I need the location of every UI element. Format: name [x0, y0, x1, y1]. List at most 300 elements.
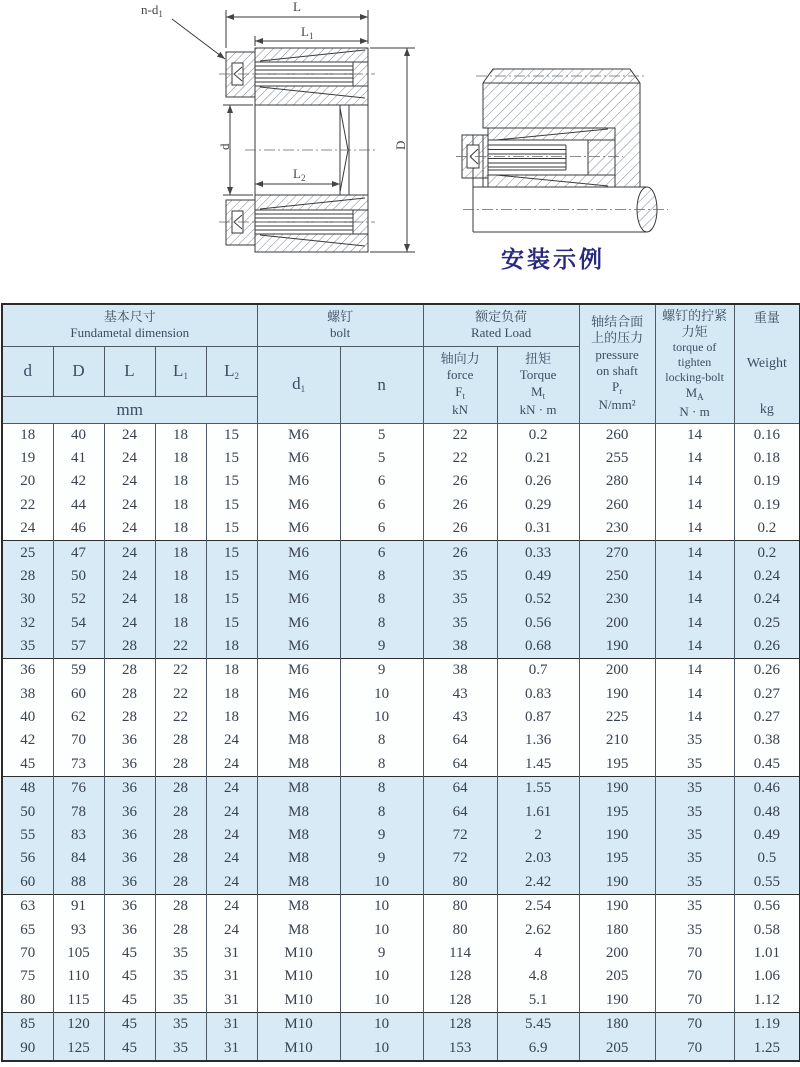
row-group	[2, 423, 800, 541]
cell: 70	[655, 942, 734, 965]
cell: 85	[2, 1012, 53, 1036]
cell: 0.19	[734, 494, 800, 517]
table-row	[2, 706, 800, 729]
cell: 205	[579, 965, 655, 988]
cell: 22	[155, 706, 206, 729]
cell: M6	[257, 659, 340, 683]
cell: 84	[53, 847, 104, 870]
cell: 15	[206, 470, 257, 493]
cell: 2.42	[497, 870, 579, 894]
cell: 0.55	[734, 870, 800, 894]
cell: 45	[104, 988, 155, 1012]
cell: 46	[53, 517, 104, 541]
cell: 0.52	[497, 588, 579, 611]
dim-label-d: d	[217, 143, 232, 150]
cell: 90	[2, 1036, 53, 1061]
cell: 0.24	[734, 565, 800, 588]
cell: 0.58	[734, 918, 800, 941]
cell: 72	[423, 847, 497, 870]
cell: 28	[155, 918, 206, 941]
table-row	[2, 777, 800, 801]
cell: 83	[53, 824, 104, 847]
cell: 18	[206, 635, 257, 659]
cell: 190	[579, 683, 655, 706]
cell: 36	[104, 847, 155, 870]
table-row	[2, 894, 800, 918]
table-row	[2, 942, 800, 965]
cell: 38	[2, 683, 53, 706]
cell: 10	[340, 965, 423, 988]
cell: 6	[340, 541, 423, 565]
cell: 35	[423, 565, 497, 588]
cell: 195	[579, 801, 655, 824]
cell: M6	[257, 447, 340, 470]
cell: 280	[579, 470, 655, 493]
cell: 0.27	[734, 706, 800, 729]
cell: 78	[53, 801, 104, 824]
cell: 28	[2, 565, 53, 588]
cell: 24	[206, 870, 257, 894]
cell: 15	[206, 447, 257, 470]
cell: 8	[340, 729, 423, 752]
cell: 20	[2, 470, 53, 493]
cell: 36	[104, 918, 155, 941]
section-view-drawing	[135, 0, 455, 285]
cell: 10	[340, 988, 423, 1012]
cell: 0.46	[734, 777, 800, 801]
cell: 270	[579, 541, 655, 565]
cell: 120	[53, 1012, 104, 1036]
cell: 35	[423, 588, 497, 611]
cell: 190	[579, 870, 655, 894]
cell: M8	[257, 918, 340, 941]
cell: 1.12	[734, 988, 800, 1012]
cell: 2	[497, 824, 579, 847]
cell: 4.8	[497, 965, 579, 988]
cell: 30	[2, 588, 53, 611]
cell: 14	[655, 611, 734, 634]
cell: 36	[104, 753, 155, 777]
cell: 8	[340, 777, 423, 801]
cell: 31	[206, 1012, 257, 1036]
cell: 10	[340, 918, 423, 941]
header-rated-load	[423, 304, 579, 346]
cell: 26	[423, 517, 497, 541]
cell: 62	[53, 706, 104, 729]
dim-label-n-d1: $n-d_1$	[141, 2, 163, 19]
table-row	[2, 683, 800, 706]
cell: 42	[53, 470, 104, 493]
cell: 43	[423, 706, 497, 729]
cell: 35	[155, 1012, 206, 1036]
col-torque: 扭矩 Torque $M_t$ kN · m	[497, 346, 579, 423]
cell: 0.87	[497, 706, 579, 729]
cell: 22	[155, 635, 206, 659]
cell: 35	[423, 611, 497, 634]
cell: 24	[206, 918, 257, 941]
cell: 35	[655, 894, 734, 918]
table-row	[2, 611, 800, 634]
cell: 45	[104, 1012, 155, 1036]
cell: 6	[340, 494, 423, 517]
cell: 43	[423, 683, 497, 706]
cell: 52	[53, 588, 104, 611]
cell: 128	[423, 988, 497, 1012]
cell: 0.29	[497, 494, 579, 517]
cell: 26	[423, 494, 497, 517]
row-group	[2, 541, 800, 659]
cell: 88	[53, 870, 104, 894]
cell: M10	[257, 965, 340, 988]
cell: 15	[206, 611, 257, 634]
cell: 14	[655, 706, 734, 729]
cell: 260	[579, 494, 655, 517]
cell: 14	[655, 635, 734, 659]
cell: 18	[155, 565, 206, 588]
cell: 1.06	[734, 965, 800, 988]
cell: 70	[655, 988, 734, 1012]
cell: 5	[340, 423, 423, 447]
table-row	[2, 423, 800, 447]
cell: 50	[2, 801, 53, 824]
row-group	[2, 777, 800, 895]
cell: 18	[155, 423, 206, 447]
cell: 28	[155, 847, 206, 870]
cell: 64	[423, 729, 497, 752]
cell: 8	[340, 753, 423, 777]
cell: 9	[340, 635, 423, 659]
cell: 24	[104, 470, 155, 493]
cell: 28	[155, 894, 206, 918]
cell: 70	[2, 942, 53, 965]
cell: 35	[155, 942, 206, 965]
cell: 35	[2, 635, 53, 659]
table-row	[2, 541, 800, 565]
cell: 24	[104, 588, 155, 611]
cell: 28	[104, 635, 155, 659]
cell: M8	[257, 870, 340, 894]
cell: 24	[206, 824, 257, 847]
cell: 128	[423, 1012, 497, 1036]
cell: 8	[340, 565, 423, 588]
table-row	[2, 494, 800, 517]
spec-table-wrap	[1, 303, 800, 1062]
cell: 41	[53, 447, 104, 470]
header-rated-cn: 额定负荷	[475, 309, 528, 324]
cell: 128	[423, 965, 497, 988]
cell: 45	[104, 1036, 155, 1061]
cell: 14	[655, 565, 734, 588]
cell: 205	[579, 1036, 655, 1061]
cell: 28	[104, 706, 155, 729]
cell: 70	[655, 1036, 734, 1061]
cell: 1.45	[497, 753, 579, 777]
cell: 6.9	[497, 1036, 579, 1061]
cell: 9	[340, 847, 423, 870]
cell: 8	[340, 611, 423, 634]
cell: 24	[206, 894, 257, 918]
row-group	[2, 894, 800, 1012]
table-row	[2, 729, 800, 752]
cell: 0.5	[734, 847, 800, 870]
cell: 200	[579, 659, 655, 683]
cell: 26	[423, 541, 497, 565]
cell: 0.26	[734, 659, 800, 683]
cell: 56	[2, 847, 53, 870]
cell: 32	[2, 611, 53, 634]
col-L: L	[104, 346, 155, 396]
cell: 28	[155, 777, 206, 801]
header-tighten-torque: 螺钉的拧紧 力矩 torque of tighten locking-bolt $M_A$ N · m	[655, 304, 734, 423]
cell: 60	[2, 870, 53, 894]
cell: 0.33	[497, 541, 579, 565]
cell: 6	[340, 517, 423, 541]
cell: M8	[257, 801, 340, 824]
cell: 42	[2, 729, 53, 752]
cell: 105	[53, 942, 104, 965]
cell: 24	[206, 847, 257, 870]
cell: 63	[2, 894, 53, 918]
drawing-area	[0, 0, 800, 300]
cell: 0.31	[497, 517, 579, 541]
cell: 14	[655, 423, 734, 447]
col-d1: $d_1$	[257, 346, 340, 423]
cell: 35	[655, 801, 734, 824]
header-weight: 重量 Weight kg	[734, 304, 800, 423]
cell: 9	[340, 824, 423, 847]
cell: 35	[155, 965, 206, 988]
cell: 60	[53, 683, 104, 706]
cell: 190	[579, 635, 655, 659]
cell: 24	[206, 753, 257, 777]
cell: 80	[423, 918, 497, 941]
cell: 0.26	[497, 470, 579, 493]
cell: 0.83	[497, 683, 579, 706]
cell: 28	[155, 801, 206, 824]
cell: 70	[655, 1012, 734, 1036]
cell: 15	[206, 565, 257, 588]
dim-label-L: L	[293, 0, 301, 14]
cell: 0.21	[497, 447, 579, 470]
cell: 10	[340, 870, 423, 894]
cell: 40	[53, 423, 104, 447]
cell: 18	[206, 706, 257, 729]
cell: 6	[340, 470, 423, 493]
cell: 190	[579, 894, 655, 918]
cell: M6	[257, 565, 340, 588]
header-bolt-cn: 螺钉	[327, 309, 354, 324]
spec-table	[1, 303, 800, 1062]
table-row	[2, 1036, 800, 1061]
cell: 15	[206, 588, 257, 611]
cell: 1.25	[734, 1036, 800, 1061]
header-bolt	[257, 304, 423, 346]
cell: 19	[2, 447, 53, 470]
cell: 10	[340, 1012, 423, 1036]
cell: 0.68	[497, 635, 579, 659]
table-row	[2, 918, 800, 941]
cell: 2.03	[497, 847, 579, 870]
cell: 8	[340, 801, 423, 824]
col-L2: $L_2$	[206, 346, 257, 396]
cell: 35	[655, 918, 734, 941]
cell: 80	[2, 988, 53, 1012]
cell: 22	[155, 659, 206, 683]
cell: 55	[2, 824, 53, 847]
cell: 47	[53, 541, 104, 565]
header-pressure: 轴结合面 上的压力 pressure on shaft $P_r$ N/mm²	[579, 304, 655, 423]
cell: 22	[423, 423, 497, 447]
installation-drawing	[448, 36, 800, 246]
cell: 5.1	[497, 988, 579, 1012]
cell: 35	[655, 753, 734, 777]
cell: 28	[104, 659, 155, 683]
cell: 18	[155, 494, 206, 517]
cell: 18	[155, 611, 206, 634]
cell: 0.19	[734, 470, 800, 493]
cell: 26	[423, 470, 497, 493]
cell: 24	[104, 517, 155, 541]
cell: 73	[53, 753, 104, 777]
cell: 14	[655, 683, 734, 706]
cell: 225	[579, 706, 655, 729]
cell: 0.27	[734, 683, 800, 706]
cell: M6	[257, 611, 340, 634]
cell: 36	[2, 659, 53, 683]
header-bolt-en: bolt	[329, 325, 351, 341]
cell: 0.16	[734, 423, 800, 447]
cell: 75	[2, 965, 53, 988]
table-row	[2, 470, 800, 493]
cell: 50	[53, 565, 104, 588]
cell: 14	[655, 470, 734, 493]
cell: 0.25	[734, 611, 800, 634]
cell: 14	[655, 494, 734, 517]
cell: 80	[423, 870, 497, 894]
cell: M6	[257, 683, 340, 706]
cell: 15	[206, 423, 257, 447]
cell: 195	[579, 753, 655, 777]
cell: 45	[2, 753, 53, 777]
cell: 0.45	[734, 753, 800, 777]
cell: M8	[257, 847, 340, 870]
cell: 35	[655, 729, 734, 752]
col-d: d	[2, 346, 53, 396]
col-D: D	[53, 346, 104, 396]
cell: 35	[655, 824, 734, 847]
cell: 0.26	[734, 635, 800, 659]
cell: 22	[155, 683, 206, 706]
cell: 28	[155, 824, 206, 847]
col-L1: $L_1$	[155, 346, 206, 396]
cell: 0.2	[734, 541, 800, 565]
table-row	[2, 447, 800, 470]
col-force: 轴向力 force $F_t$ kN	[423, 346, 497, 423]
cell: 1.01	[734, 942, 800, 965]
cell: 0.18	[734, 447, 800, 470]
cell: 18	[155, 541, 206, 565]
cell: 0.56	[734, 894, 800, 918]
cell: 36	[104, 777, 155, 801]
row-group	[2, 1012, 800, 1061]
cell: 38	[423, 635, 497, 659]
cell: 24	[104, 494, 155, 517]
table-row	[2, 517, 800, 541]
cell: 28	[155, 870, 206, 894]
cell: 180	[579, 1012, 655, 1036]
cell: 260	[579, 423, 655, 447]
cell: M8	[257, 777, 340, 801]
cell: M8	[257, 824, 340, 847]
cell: 24	[104, 541, 155, 565]
dim-label-L1: $L_1$	[301, 24, 314, 41]
cell: M10	[257, 1036, 340, 1061]
cell: 24	[104, 447, 155, 470]
cell: 5	[340, 447, 423, 470]
cell: 31	[206, 988, 257, 1012]
cell: 195	[579, 847, 655, 870]
cell: M10	[257, 942, 340, 965]
table-row	[2, 824, 800, 847]
cell: M10	[257, 988, 340, 1012]
cell: 14	[655, 659, 734, 683]
cell: 230	[579, 517, 655, 541]
table-row	[2, 847, 800, 870]
cell: 91	[53, 894, 104, 918]
header-rated-en: Rated Load	[470, 325, 532, 341]
cell: 0.2	[734, 517, 800, 541]
cell: 35	[655, 870, 734, 894]
cell: 45	[104, 965, 155, 988]
table-header	[2, 304, 800, 423]
cell: 14	[655, 541, 734, 565]
table-row	[2, 565, 800, 588]
table-row	[2, 988, 800, 1012]
cell: 0.2	[497, 423, 579, 447]
cell: 18	[206, 683, 257, 706]
header-fundamental	[2, 304, 257, 346]
cell: 24	[104, 611, 155, 634]
table-row	[2, 588, 800, 611]
cell: M10	[257, 1012, 340, 1036]
cell: 80	[423, 894, 497, 918]
cell: 153	[423, 1036, 497, 1061]
dim-label-D: D	[393, 140, 408, 150]
cell: 35	[655, 847, 734, 870]
cell: 125	[53, 1036, 104, 1061]
cell: 0.49	[497, 565, 579, 588]
cell: 10	[340, 1036, 423, 1061]
cell: 10	[340, 894, 423, 918]
cell: 76	[53, 777, 104, 801]
cell: 190	[579, 988, 655, 1012]
cell: M6	[257, 470, 340, 493]
cell: 25	[2, 541, 53, 565]
cell: 24	[206, 801, 257, 824]
cell: 18	[155, 517, 206, 541]
cell: 18	[155, 447, 206, 470]
cell: 2.54	[497, 894, 579, 918]
cell: 28	[155, 729, 206, 752]
cell: M8	[257, 894, 340, 918]
cell: 190	[579, 824, 655, 847]
cell: 31	[206, 942, 257, 965]
cell: 44	[53, 494, 104, 517]
cell: 14	[655, 588, 734, 611]
cell: 38	[423, 659, 497, 683]
header-fundamental-en: Fundametal dimension	[70, 325, 190, 341]
cell: 0.38	[734, 729, 800, 752]
